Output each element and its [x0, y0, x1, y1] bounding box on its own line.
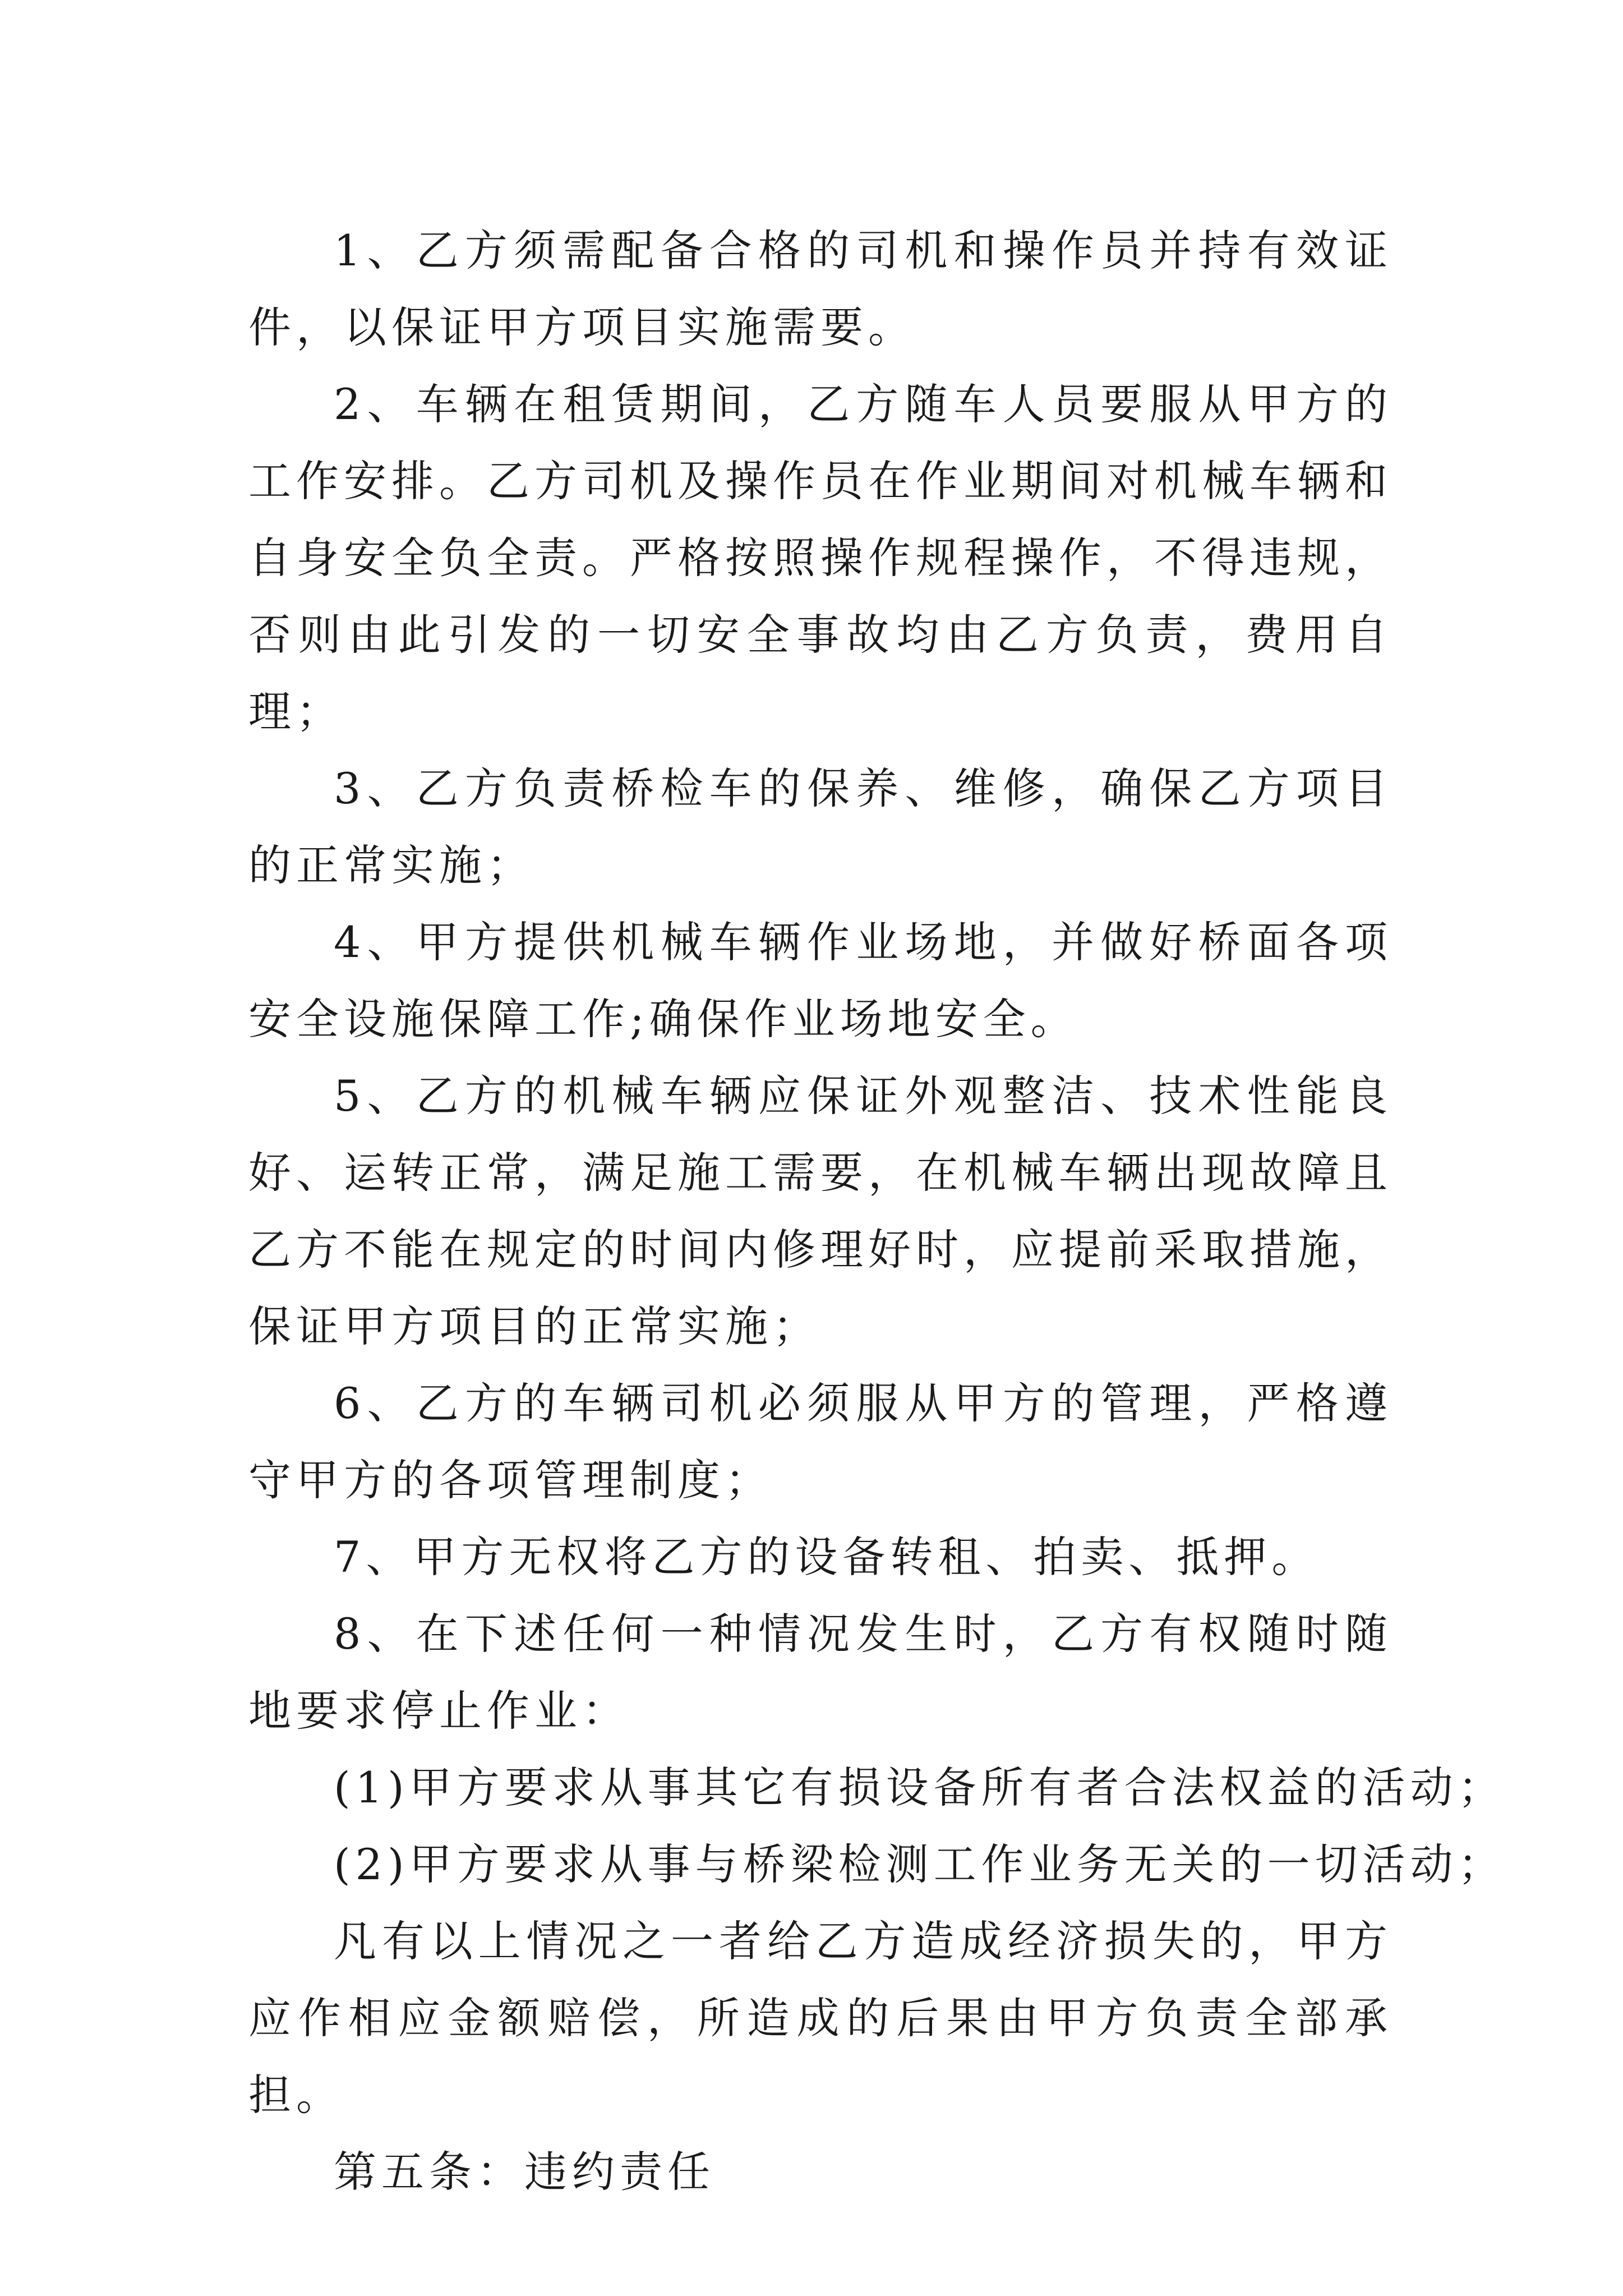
clause-8-item-2: (2)甲方要求从事与桥梁检测工作业务无关的一切活动；	[334, 1839, 1506, 1889]
clause-8-item-1: (1)甲方要求从事其它有损设备所有者合法权益的活动；	[334, 1763, 1506, 1812]
section-heading: 第五条：违约责任	[334, 2147, 715, 2197]
compensation-paragraph: 凡有以上情况之一者给乙方造成经济损失的，甲方应作相应金额赔偿，所造成的后果由甲方负责全部承担。	[248, 1916, 1393, 2120]
clause-7-paragraph: 7、甲方无权将乙方的设备转租、拍卖、抵押。	[334, 1532, 1320, 1582]
clause-1-paragraph: 1、乙方须需配备合格的司机和操作员并持有效证件，以保证甲方项目实施需要。	[248, 226, 1393, 352]
clause-2-paragraph: 2、车辆在租赁期间，乙方随车人员要服从甲方的工作安排。乙方司机及操作员在作业期间对机械车辆和自身安全负全责。严格按照操作规程操作，不得违规，否则由此引发的一切安全事故均由乙方负责，费用自理；	[248, 379, 1393, 737]
clause-6-paragraph: 6、乙方的车辆司机必须服从甲方的管理，严格遵守甲方的各项管理制度；	[248, 1378, 1393, 1505]
document-body	[248, 212, 1506, 2210]
clause-5-paragraph: 5、乙方的机械车辆应保证外观整洁、技术性能良好、运转正常，满足施工需要，在机械车辆出现故障且乙方不能在规定的时间内修理好时，应提前采取措施，保证甲方项目的正常实施；	[248, 1071, 1393, 1351]
clause-3-paragraph: 3、乙方负责桥检车的保养、维修，确保乙方项目的正常实施；	[248, 763, 1393, 890]
clause-4-paragraph: 4、甲方提供机械车辆作业场地，并做好桥面各项安全设施保障工作;确保作业场地安全。	[248, 917, 1393, 1044]
clause-8-paragraph: 8、在下述任何一种情况发生时，乙方有权随时随地要求停止作业：	[248, 1609, 1393, 1736]
